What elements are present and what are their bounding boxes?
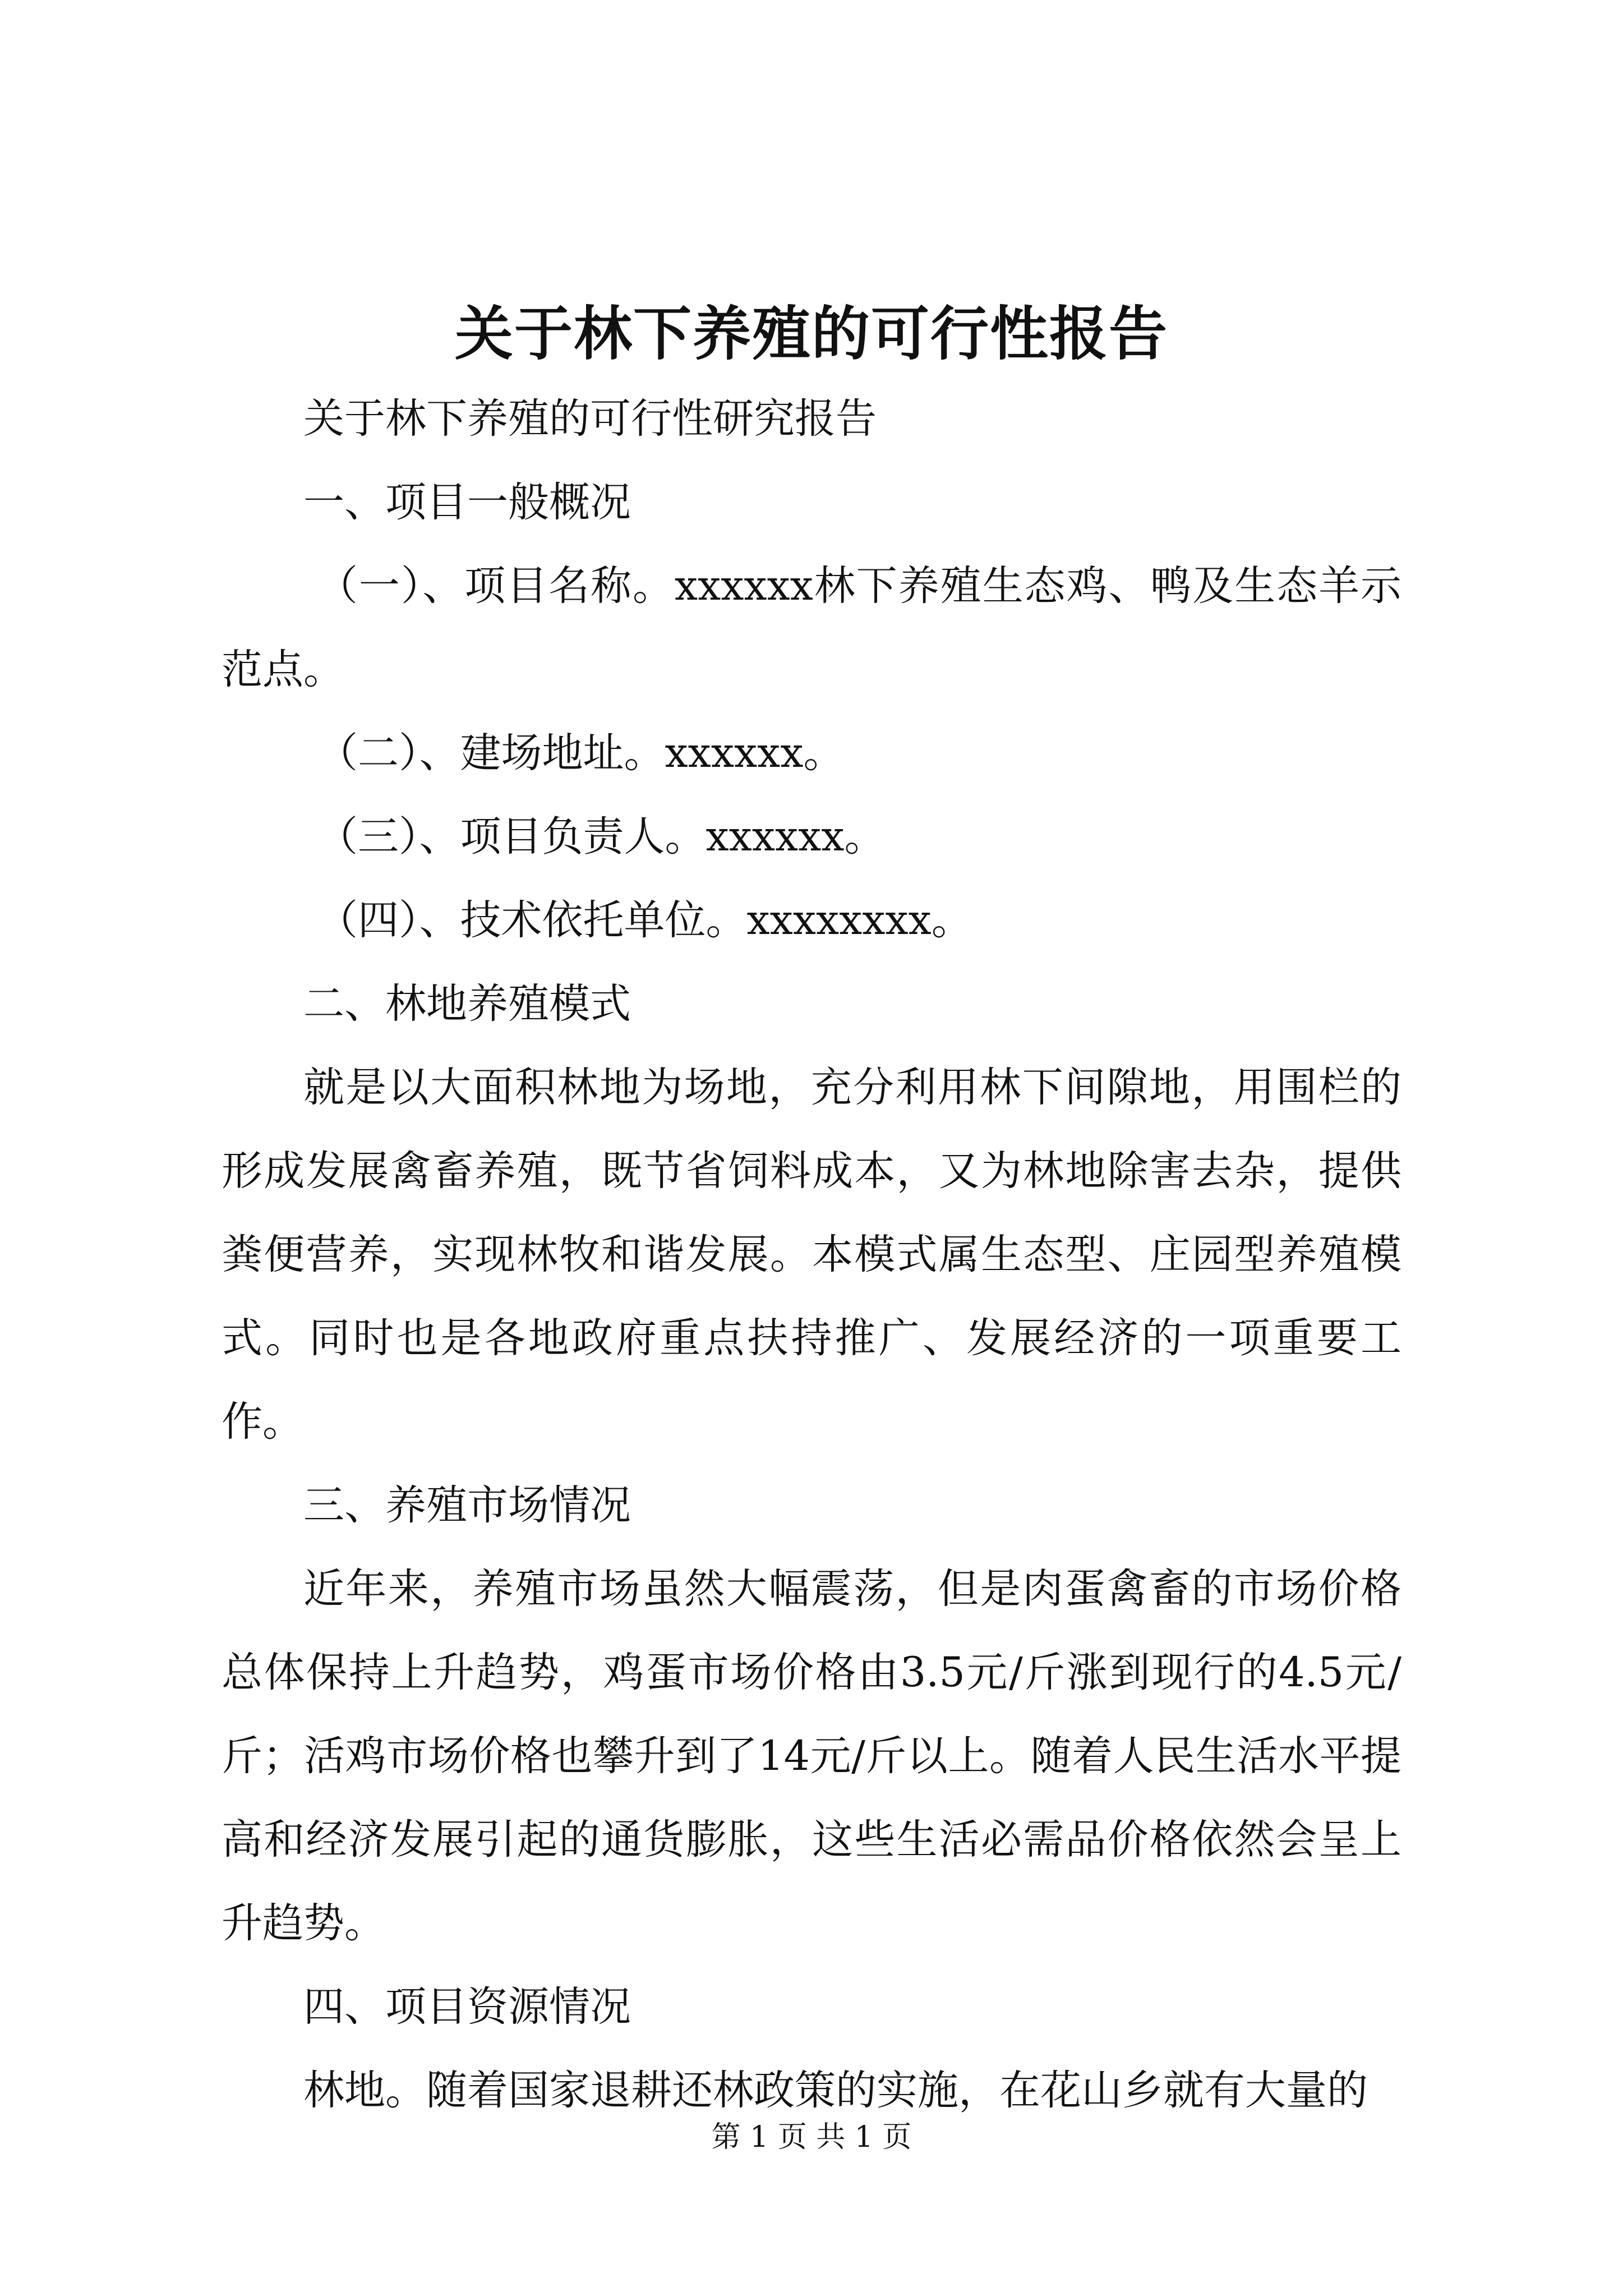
paragraph-technical-support: （四）、技术依托单位。xxxxxxxx。 [317, 896, 972, 944]
paragraph-site-address: （二）、建场地址。xxxxxx。 [317, 729, 845, 777]
paragraph-mode-description: 就是以大面积林地为场地，充分利用林下间隙地，用围栏的形成发展禽畜养殖，既节省饲料成本，又为林地除害去杂，提供粪便营养，实现林牧和谐发展。本模式属生态型、庄园型养殖模式。同时也是各地政府重点扶持推广、发展经济的一项重要工作。 [222, 1064, 1401, 1446]
page-footer: 第 1 页 共 1 页 [711, 2120, 912, 2154]
paragraph-resources-start: 林地。随着国家退耕还林政策的实施，在花山乡就有大量的 [303, 2067, 1368, 2114]
document-body [222, 377, 1401, 2132]
document-title: 关于林下养殖的可行性报告 [454, 299, 1168, 368]
section-heading-market: 三、养殖市场情况 [303, 1481, 631, 1529]
paragraph-project-lead: （三）、项目负责人。xxxxxx。 [317, 813, 886, 861]
section-heading-overview: 一、项目一般概况 [303, 478, 631, 526]
paragraph-project-name: （一）、项目名称。xxxxxx林下养殖生态鸡、鸭及生态羊示范点。 [222, 562, 1401, 693]
section-heading-resources: 四、项目资源情况 [303, 1983, 631, 2031]
paragraph-market-description: 近年来，养殖市场虽然大幅震荡，但是肉蛋禽畜的市场价格总体保持上升趋势，鸡蛋市场价格由3.5元/斤涨到现行的4.5元/斤；活鸡市场价格也攀升到了14元/斤以上。随着人民生活水平提高和经济发展引起的通货膨胀，这些生活必需品价格依然会呈上升趋势。 [222, 1565, 1401, 1947]
section-heading-mode: 二、林地养殖模式 [303, 980, 631, 1028]
paragraph-subtitle: 关于林下养殖的可行性研究报告 [303, 395, 877, 443]
